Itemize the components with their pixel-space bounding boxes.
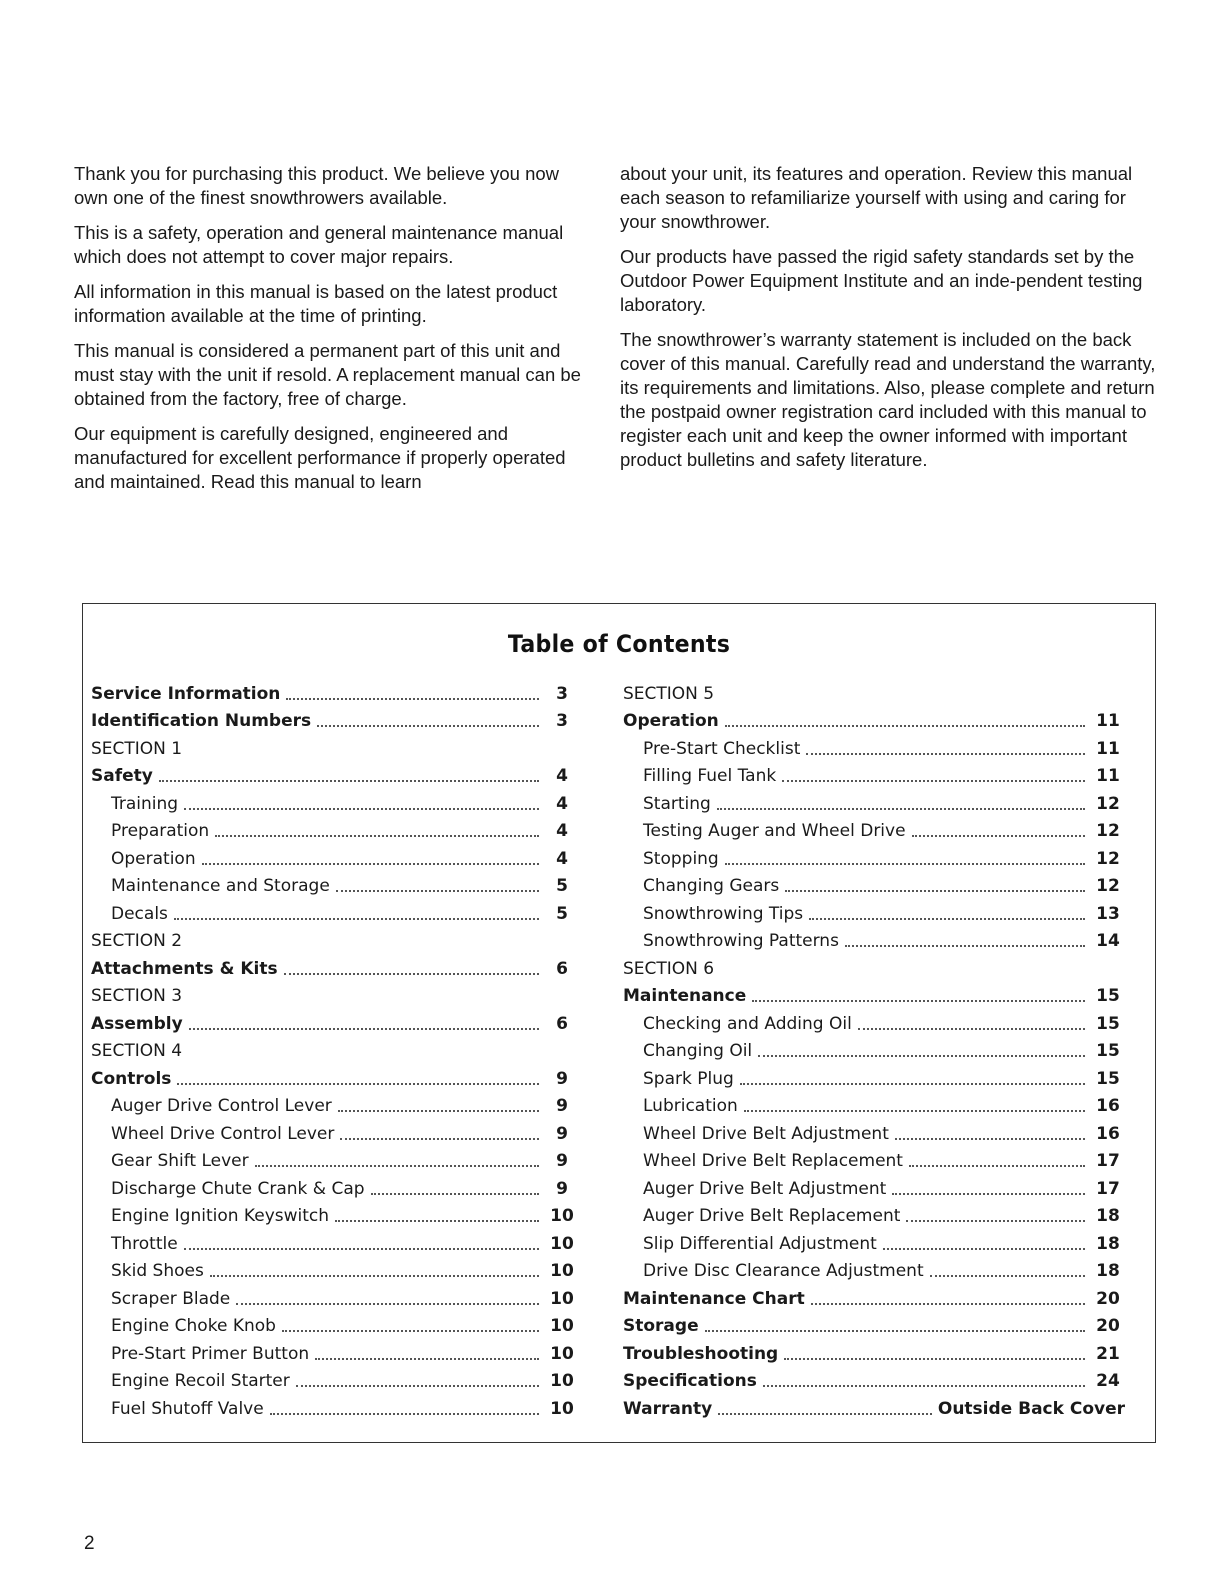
toc-entry xyxy=(91,676,579,704)
toc-entry-page: 20 xyxy=(1096,1288,1120,1309)
intro-paragraph: The snowthrower’s warranty statement is included on the back cover of this manual. Carefully read and understand the warranty, its requirements and limitations. Also, please complete and return the postpaid owner registration card included with this manual to register each unit and keep the owner informed with important product bulletins and safety literature. xyxy=(620,329,1156,470)
toc-dot-leader xyxy=(909,1153,1085,1167)
toc-entry xyxy=(91,1309,579,1337)
page-number: 2 xyxy=(84,1533,95,1554)
toc-entry-page: 12 xyxy=(1096,876,1120,896)
toc-dot-leader xyxy=(184,1236,539,1250)
toc-entry-label: Wheel Drive Belt Replacement xyxy=(643,1151,903,1171)
toc-entry xyxy=(91,1254,579,1282)
toc-dot-leader xyxy=(255,1153,539,1167)
toc-dot-leader xyxy=(752,988,1085,1002)
toc-entry xyxy=(91,1281,579,1309)
intro-paragraph: This is a safety, operation and general maintenance manual which does not attempt to cover major repairs. xyxy=(74,222,564,267)
toc-dot-leader xyxy=(282,1318,539,1332)
toc-entry xyxy=(623,1034,1125,1062)
intro-paragraph: Our equipment is carefully designed, engineered and manufactured for excellent performance if properly operated and maintained. Read this manual to learn xyxy=(74,423,566,492)
toc-dot-leader xyxy=(883,1236,1085,1250)
toc-entry-label: Storage xyxy=(623,1316,699,1336)
intro-right-column xyxy=(620,162,1160,483)
toc-entry-label: Troubleshooting xyxy=(623,1343,779,1364)
toc-right-column xyxy=(623,676,1125,1419)
toc-entry-page: 3 xyxy=(556,683,568,704)
toc-entry-label: Scraper Blade xyxy=(111,1288,231,1309)
toc-entry-page: 13 xyxy=(1096,903,1120,924)
toc-dot-leader xyxy=(159,768,539,782)
toc-entry xyxy=(623,1364,1125,1392)
toc-entry xyxy=(623,759,1125,787)
toc-entry-label: SECTION 6 xyxy=(623,958,715,979)
toc-entry-label: Drive Disc Clearance Adjustment xyxy=(643,1261,924,1281)
toc-entry-page: 5 xyxy=(556,903,568,924)
toc-entry-page: 6 xyxy=(556,1013,568,1034)
toc-dot-leader xyxy=(806,741,1085,755)
toc-entry-label: Maintenance Chart xyxy=(623,1288,805,1309)
toc-dot-leader xyxy=(740,1071,1085,1085)
toc-entry xyxy=(623,1254,1125,1282)
toc-entry xyxy=(623,1006,1125,1034)
toc-entry-label: Changing Gears xyxy=(643,876,780,896)
toc-dot-leader xyxy=(763,1373,1085,1387)
toc-dot-leader xyxy=(717,796,1085,810)
toc-dot-leader xyxy=(336,878,539,892)
toc-entry-label: SECTION 2 xyxy=(91,931,183,951)
toc-dot-leader xyxy=(811,1291,1085,1305)
intro-paragraph: about your unit, its features and operation. Review this manual each season to refamiliarize yourself with using and caring for your snowthrower. xyxy=(620,163,1133,232)
toc-entry-page: 6 xyxy=(556,958,568,979)
toc-entry-label: Wheel Drive Belt Adjustment xyxy=(643,1123,889,1144)
toc-entry-page: 9 xyxy=(556,1123,568,1144)
toc-left-column xyxy=(91,676,579,1419)
toc-dot-leader xyxy=(236,1291,539,1305)
toc-entry xyxy=(623,924,1125,952)
toc-dot-leader xyxy=(189,1016,539,1030)
toc-entry xyxy=(91,1226,579,1254)
toc-entry-page: 4 xyxy=(556,793,568,814)
toc-entry xyxy=(91,1034,579,1062)
toc-entry-page: 10 xyxy=(550,1288,574,1309)
toc-dot-leader xyxy=(215,823,539,837)
toc-entry-page: 4 xyxy=(556,821,568,841)
toc-entry-page: 17 xyxy=(1096,1178,1120,1199)
toc-dot-leader xyxy=(705,1318,1085,1332)
toc-entry-label: Attachments & Kits xyxy=(91,958,278,979)
toc-entry xyxy=(623,704,1125,732)
toc-entry-page: 16 xyxy=(1096,1096,1120,1116)
toc-entry xyxy=(623,814,1125,842)
toc-entry xyxy=(91,814,579,842)
toc-entry-label: Auger Drive Control Lever xyxy=(111,1096,332,1116)
toc-entry-page: 10 xyxy=(550,1233,574,1254)
toc-entry-page: 12 xyxy=(1096,848,1120,869)
toc-entry xyxy=(91,1089,579,1117)
toc-entry-label: Warranty xyxy=(623,1398,713,1419)
toc-entry-page: 10 xyxy=(550,1261,574,1281)
toc-entry-label: Service Information xyxy=(91,683,281,704)
toc-entry xyxy=(623,979,1125,1007)
toc-entry xyxy=(91,1061,579,1089)
toc-entry-label: Maintenance and Storage xyxy=(111,876,330,896)
toc-entry xyxy=(623,1089,1125,1117)
toc-entry-page: 10 xyxy=(550,1398,574,1419)
toc-entry-label: SECTION 1 xyxy=(91,738,183,759)
toc-entry-page: 15 xyxy=(1096,986,1120,1006)
toc-entry xyxy=(91,896,579,924)
toc-entry-label: Skid Shoes xyxy=(111,1261,204,1281)
toc-entry xyxy=(623,896,1125,924)
toc-entry-page: 10 xyxy=(550,1206,574,1226)
toc-entry-label: SECTION 4 xyxy=(91,1041,183,1061)
toc-entry-page: 18 xyxy=(1096,1233,1120,1254)
toc-entry-label: Starting xyxy=(643,793,711,814)
toc-dot-leader xyxy=(845,933,1085,947)
toc-entry-page: 4 xyxy=(556,848,568,869)
toc-dot-leader xyxy=(785,878,1085,892)
toc-dot-leader xyxy=(725,713,1085,727)
toc-title: Table of Contents xyxy=(507,630,731,658)
toc-entry-page: 14 xyxy=(1096,931,1120,951)
toc-entry-label: Training xyxy=(111,793,179,814)
toc-entry xyxy=(623,841,1125,869)
intro-paragraph: Our products have passed the rigid safety standards set by the Outdoor Power Equipment Institute and an inde-pendent testing laboratory. xyxy=(620,246,1143,315)
toc-entry-page: 9 xyxy=(556,1068,568,1089)
toc-entry xyxy=(623,1061,1125,1089)
toc-entry xyxy=(91,1006,579,1034)
toc-dot-leader xyxy=(858,1016,1085,1030)
toc-entry-page: 24 xyxy=(1096,1371,1120,1391)
toc-entry-label: Filling Fuel Tank xyxy=(643,766,777,786)
toc-entry-page: 20 xyxy=(1096,1316,1120,1336)
toc-entry-page: 5 xyxy=(556,876,568,896)
toc-entry xyxy=(623,1116,1125,1144)
toc-entry-page: 10 xyxy=(550,1316,574,1336)
intro-paragraph: All information in this manual is based on the latest product information available at the time of printing. xyxy=(74,281,558,326)
toc-entry-label: Auger Drive Belt Adjustment xyxy=(643,1178,887,1199)
toc-entry-label: Discharge Chute Crank & Cap xyxy=(111,1178,365,1199)
toc-entry-page: 15 xyxy=(1096,1041,1120,1061)
toc-entry-page: Outside Back Cover xyxy=(937,1398,1125,1419)
toc-entry xyxy=(91,731,579,759)
toc-entry xyxy=(623,786,1125,814)
toc-entry-label: Engine Ignition Keyswitch xyxy=(111,1206,330,1226)
toc-entry xyxy=(623,951,1125,979)
toc-entry-page: 11 xyxy=(1096,711,1120,731)
toc-entry xyxy=(623,1281,1125,1309)
toc-entry-label: SECTION 3 xyxy=(91,986,183,1006)
intro-paragraph: Thank you for purchasing this product. We believe you now own one of the finest snowthrowers available. xyxy=(74,163,560,208)
toc-entry xyxy=(623,1309,1125,1337)
toc-entry-page: 17 xyxy=(1096,1151,1120,1171)
toc-entry-page: 4 xyxy=(556,766,568,786)
toc-dot-leader xyxy=(202,851,539,865)
toc-dot-leader xyxy=(270,1401,539,1415)
toc-entry xyxy=(91,979,579,1007)
toc-entry xyxy=(91,704,579,732)
toc-dot-leader xyxy=(184,796,539,810)
toc-entry-page: 10 xyxy=(550,1371,574,1391)
intro-paragraph: This manual is considered a permanent part of this unit and must stay with the unit if resold. A replacement manual can be obtained from the factory, free of charge. xyxy=(74,340,581,409)
toc-dot-leader xyxy=(782,768,1085,782)
toc-dot-leader xyxy=(315,1346,539,1360)
toc-entry xyxy=(91,869,579,897)
toc-entry xyxy=(623,1199,1125,1227)
toc-entry xyxy=(91,786,579,814)
toc-dot-leader xyxy=(340,1126,539,1140)
toc-entry-page: 15 xyxy=(1096,1068,1120,1089)
toc-entry-label: Changing Oil xyxy=(643,1041,753,1061)
toc-dot-leader xyxy=(784,1346,1085,1360)
toc-entry-label: Snowthrowing Tips xyxy=(643,903,804,924)
toc-entry-page: 15 xyxy=(1096,1013,1120,1034)
toc-entry-label: Controls xyxy=(91,1068,172,1089)
toc-dot-leader xyxy=(296,1373,539,1387)
toc-entry xyxy=(623,1226,1125,1254)
toc-dot-leader xyxy=(718,1401,932,1415)
toc-dot-leader xyxy=(892,1181,1085,1195)
toc-entry xyxy=(623,1336,1125,1364)
toc-dot-leader xyxy=(744,1098,1085,1112)
table-of-contents xyxy=(82,603,1156,1443)
toc-dot-leader xyxy=(371,1181,539,1195)
toc-entry-label: SECTION 5 xyxy=(623,683,715,704)
toc-entry-label: Identification Numbers xyxy=(91,711,312,731)
toc-entry-label: Slip Differential Adjustment xyxy=(643,1233,877,1254)
toc-entry-label: Pre-Start Checklist xyxy=(643,738,801,759)
toc-dot-leader xyxy=(725,851,1085,865)
toc-entry-page: 16 xyxy=(1096,1123,1120,1144)
toc-entry-page: 12 xyxy=(1096,821,1120,841)
toc-dot-leader xyxy=(930,1263,1085,1277)
intro-left-column xyxy=(74,162,589,505)
toc-entry-page: 12 xyxy=(1096,793,1120,814)
toc-dot-leader xyxy=(174,906,539,920)
toc-dot-leader xyxy=(809,906,1085,920)
toc-entry-label: Assembly xyxy=(91,1013,183,1034)
toc-entry-label: Engine Choke Knob xyxy=(111,1316,276,1336)
toc-entry-label: Maintenance xyxy=(623,986,747,1006)
toc-entry-label: Checking and Adding Oil xyxy=(643,1013,852,1034)
toc-entry-label: Spark Plug xyxy=(643,1068,734,1089)
toc-dot-leader xyxy=(335,1208,539,1222)
toc-entry xyxy=(91,924,579,952)
toc-entry-label: Operation xyxy=(623,711,719,731)
toc-entry-page: 21 xyxy=(1096,1343,1120,1364)
toc-entry-page: 11 xyxy=(1096,766,1120,786)
toc-entry-label: Decals xyxy=(111,903,168,924)
toc-entry xyxy=(91,1199,579,1227)
toc-entry xyxy=(623,1171,1125,1199)
toc-entry-page: 18 xyxy=(1096,1206,1120,1226)
toc-entry-label: Operation xyxy=(111,848,196,869)
toc-dot-leader xyxy=(177,1071,539,1085)
toc-entry-page: 11 xyxy=(1096,738,1120,759)
toc-entry xyxy=(623,1144,1125,1172)
toc-entry-label: Fuel Shutoff Valve xyxy=(111,1398,264,1419)
toc-entry-label: Lubrication xyxy=(643,1096,738,1116)
toc-dot-leader xyxy=(906,1208,1085,1222)
toc-entry-label: Stopping xyxy=(643,848,719,869)
toc-entry-label: Throttle xyxy=(111,1233,178,1254)
toc-entry-label: Engine Recoil Starter xyxy=(111,1371,290,1391)
toc-entry xyxy=(91,759,579,787)
toc-entry xyxy=(623,731,1125,759)
toc-entry xyxy=(91,1144,579,1172)
toc-entry-page: 3 xyxy=(556,711,568,731)
toc-entry-label: Safety xyxy=(91,766,153,786)
toc-entry-label: Wheel Drive Control Lever xyxy=(111,1123,335,1144)
toc-dot-leader xyxy=(286,686,539,700)
toc-entry-page: 9 xyxy=(556,1178,568,1199)
toc-entry-label: Pre-Start Primer Button xyxy=(111,1343,310,1364)
toc-entry-label: Specifications xyxy=(623,1371,757,1391)
toc-entry-page: 9 xyxy=(556,1096,568,1116)
toc-entry-page: 18 xyxy=(1096,1261,1120,1281)
toc-dot-leader xyxy=(317,713,539,727)
toc-dot-leader xyxy=(284,961,539,975)
toc-entry xyxy=(91,951,579,979)
toc-entry-label: Preparation xyxy=(111,821,210,841)
toc-entry xyxy=(623,869,1125,897)
toc-entry xyxy=(91,1391,579,1419)
toc-dot-leader xyxy=(338,1098,539,1112)
toc-entry xyxy=(91,1336,579,1364)
toc-entry-label: Testing Auger and Wheel Drive xyxy=(643,821,906,841)
toc-dot-leader xyxy=(210,1263,539,1277)
toc-entry xyxy=(91,1171,579,1199)
toc-entry xyxy=(91,1116,579,1144)
toc-entry xyxy=(91,1364,579,1392)
toc-entry-page: 9 xyxy=(556,1151,568,1171)
toc-entry-label: Snowthrowing Patterns xyxy=(643,931,839,951)
toc-dot-leader xyxy=(895,1126,1085,1140)
toc-entry xyxy=(623,676,1125,704)
toc-entry-label: Auger Drive Belt Replacement xyxy=(643,1206,901,1226)
toc-entry xyxy=(623,1391,1125,1419)
toc-entry-label: Gear Shift Lever xyxy=(111,1151,249,1171)
toc-entry xyxy=(91,841,579,869)
toc-dot-leader xyxy=(758,1043,1085,1057)
toc-dot-leader xyxy=(912,823,1085,837)
toc-entry-page: 10 xyxy=(550,1343,574,1364)
